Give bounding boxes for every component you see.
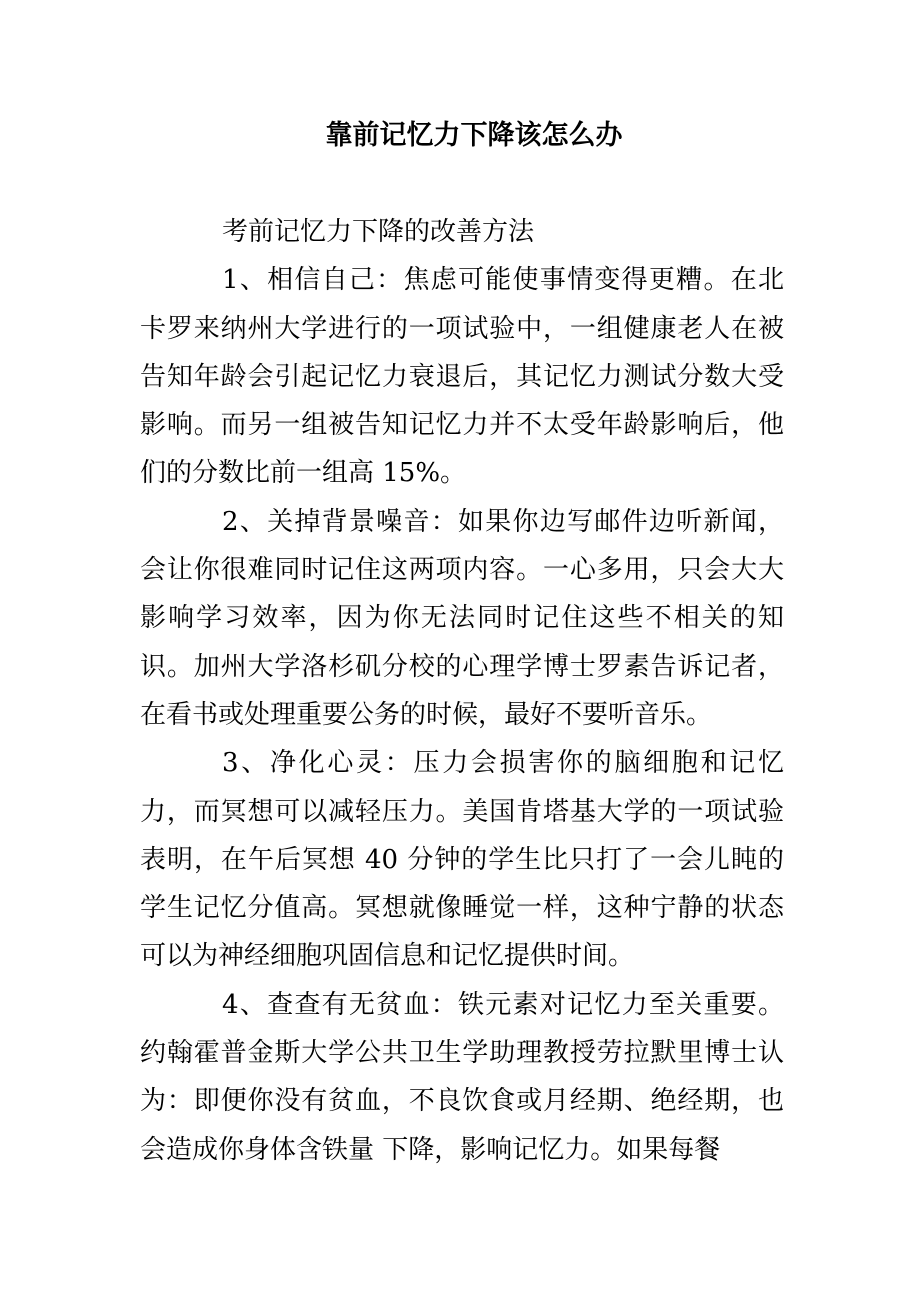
document-title: 靠前记忆力下降该怎么办 — [325, 120, 623, 151]
paragraph-tip-2: 2、关掉背景噪音：如果你边写邮件边听新闻，会让你很难同时记住这两项内容。一心多用，只会大大影响学习效率，因为你无法同时记住这些不相关的知识。加州大学洛杉矶分校的心理学博士罗素告诉记者，在看书或处理重要公务的时候，最好不要听音乐。 — [140, 506, 784, 730]
paragraph-tip-4: 4、查查有无贫血：铁元素对记忆力至关重要。约翰霍普金斯大学公共卫生学助理教授劳拉默里博士认为：即便你没有贫血，不良饮食或月经期、绝经期，也会造成你身体含铁量 下降，影响记忆力。如果每餐 — [140, 989, 784, 1165]
paragraph-tip-1: 1、相信自己：焦虑可能使事情变得更糟。在北卡罗来纳州大学进行的一项试验中，一组健康老人在被告知年龄会引起记忆力衰退后，其记忆力测试分数大受影响。而另一组被告知记忆力并不太受年龄影响后，他们的分数比前一组高 15%。 — [140, 265, 784, 489]
section-subheading: 考前记忆力下降的改善方法 — [222, 217, 535, 247]
document-body — [140, 208, 784, 1174]
paragraph-tip-3: 3、净化心灵：压力会损害你的脑细胞和记忆力，而冥想可以减轻压力。美国肯塔基大学的一项试验表明，在午后冥想 40 分钟的学生比只打了一会儿盹的学生记忆分值高。冥想就像睡觉一样，这种宁静的状态可以为神经细胞巩固信息和记忆提供时间。 — [140, 748, 784, 972]
